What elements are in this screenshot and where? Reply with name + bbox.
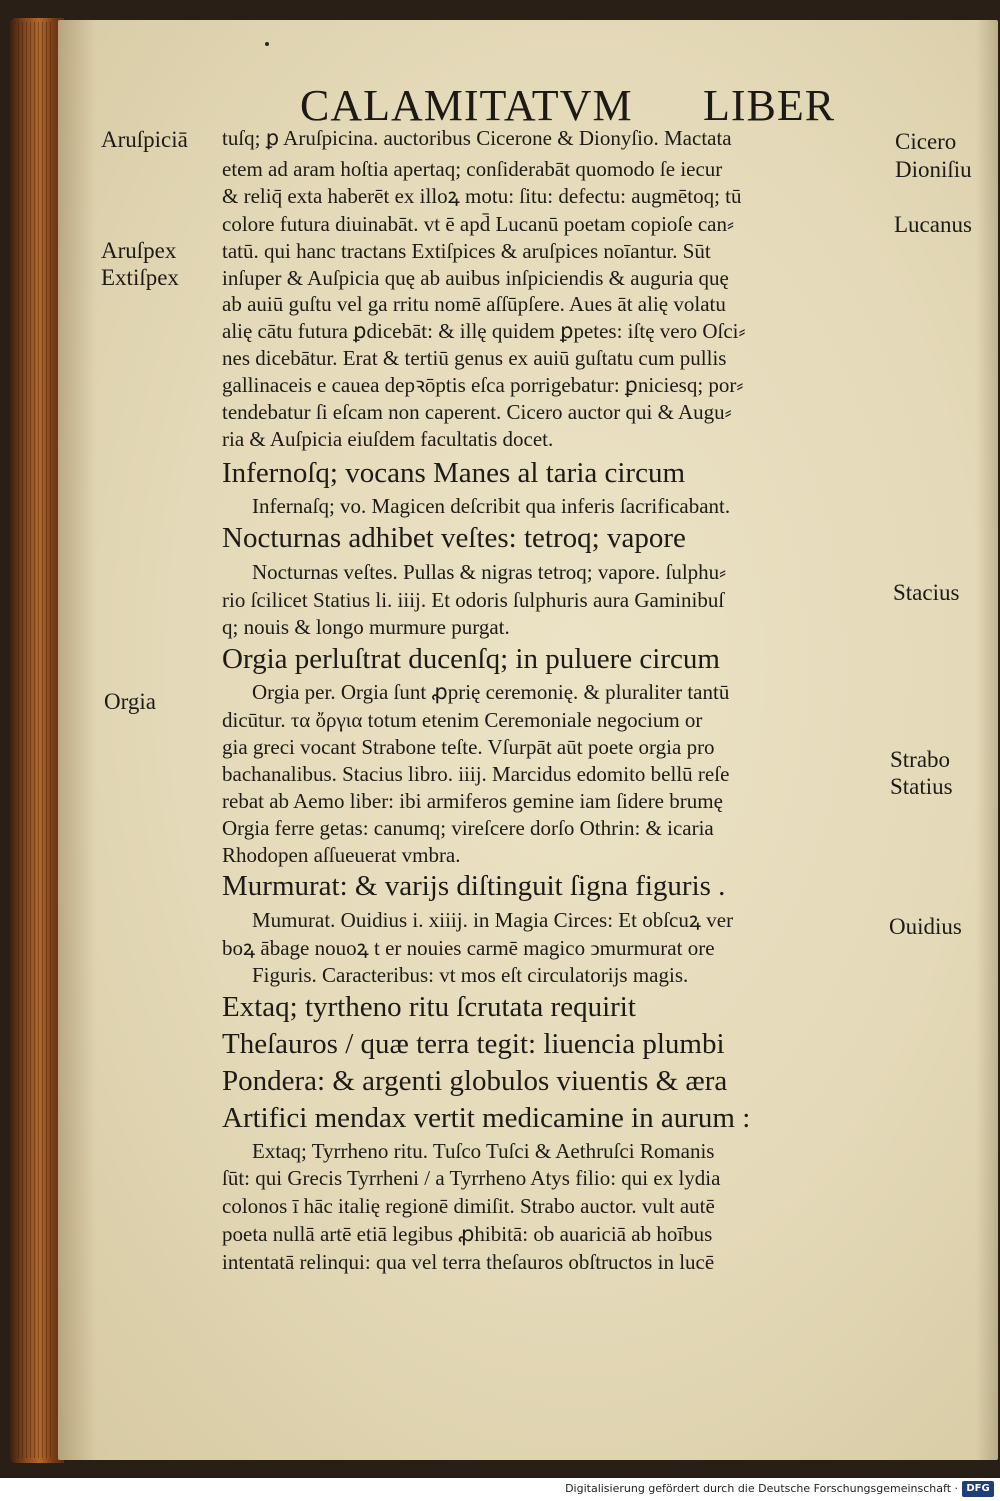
running-header — [240, 80, 860, 130]
page-edges — [18, 22, 54, 1458]
margin-note: Stacius — [893, 580, 960, 605]
verse-line: Orgia perluſtrat ducenſq; in puluere circum — [222, 643, 720, 675]
commentary-line: Extaq; Tyrrheno ritu. Tuſco Tuſci & Aethruſci Romanis — [252, 1139, 715, 1163]
verse-line: Theſauros / quæ terra tegit: liuencia plumbi — [222, 1028, 725, 1060]
text-line: colore futura diuinabāt. vt ē apd̄ Lucanū poetam copioſe can⸗ — [222, 212, 734, 236]
margin-note: Cicero — [895, 129, 957, 154]
margin-note: Dioniſiu — [895, 157, 972, 182]
commentary-line: Figuris. Caracteribus: vt mos eſt circulatorijs magis. — [252, 963, 689, 987]
text-line: tatū. qui hanc tractans Extiſpices & aruſpices noīantur. Sūt — [222, 239, 711, 263]
text-line: tuſq; ꝑ Aruſpicina. auctoribus Cicerone & Dionyſio. Mactata — [222, 126, 732, 150]
verse-line: Murmurat: & varijs diſtinguit ſigna figuris . — [222, 870, 726, 902]
verse-line: Artifici mendax vertit medicamine in aurum : — [222, 1102, 751, 1134]
text-line: ab auiū guſtu vel ga rritu nomē aſſūpſere. Aues āt alię volatu — [222, 292, 726, 316]
text-line: Orgia ferre getas: canumq; vireſcere dorſo Othrin: & icaria — [222, 816, 714, 840]
page-shadow — [976, 20, 998, 1460]
commentary-line: Mumurat. Ouidius i. xiiij. in Magia Circes: Et obſcuꝝ ver — [252, 908, 734, 932]
text-line: inſuper & Auſpicia quę ab auibus inſpiciendis & auguria quę — [222, 266, 729, 290]
text-line: gia greci vocant Strabone teſte. Vſurpāt aūt poete orgia pro — [222, 735, 715, 759]
commentary-line: Nocturnas veſtes. Pullas & nigras tetroq; vapore. ſulphu⸗ — [252, 560, 727, 584]
text-line: boꝝ ābage nouoꝝ t er nouies carmē magico ↄmurmurat ore — [222, 936, 715, 960]
text-line: nes dicebātur. Erat & tertiū genus ex auiū guſtatu cum pullis — [222, 346, 727, 370]
text-line: poeta nullā artē etiā legibus ꝓhibitā: ob auariciā ab hoībus — [222, 1222, 713, 1246]
text-line: & reliq̄ exta haberēt ex illoꝝ motu: ſitu: defectu: augmētoq; tū — [222, 184, 742, 208]
dfg-logo-icon: DFG — [962, 1481, 994, 1497]
text-line: alię cātu futura ꝑdicebāt: & illę quidem ꝑpetes: iſtę vero Oſci⸗ — [222, 319, 746, 343]
text-line: Rhodopen aſſueuerat vmbra. — [222, 843, 461, 867]
verse-line: Pondera: & argenti globulos viuentis & æra — [222, 1065, 728, 1097]
commentary-line: Infernaſq; vo. Magicen deſcribit qua inferis ſacrificabant. — [252, 494, 731, 518]
verse-line: Infernoſq; vocans Manes al taria circum — [222, 457, 686, 489]
text-line: ria & Auſpicia eiuſdem facultatis docet. — [222, 427, 554, 451]
text-line: colonos ī hāc italię regionē dimiſit. Strabo auctor. vult autē — [222, 1194, 715, 1218]
text-line: gallinaceis e cauea depꝛōptis eſca porrigebatur: ꝑniciesq; por⸗ — [222, 373, 744, 397]
verse-line: Nocturnas adhibet veſtes: tetroq; vapore — [222, 522, 686, 554]
margin-note: Orgia — [104, 689, 156, 714]
margin-note: Strabo — [890, 747, 951, 772]
funding-notice: Digitalisierung gefördert durch die Deutsche Forschungsgemeinschaft · — [565, 1482, 958, 1495]
text-line: intentatā relinqui: qua vel terra theſauros obſtructos in lucē — [222, 1250, 715, 1274]
header-left: CALAMITATVM — [300, 81, 633, 130]
text-line: rio ſcilicet Statius li. iiij. Et odoris ſulphuris aura Gaminibuſ — [222, 588, 725, 612]
margin-note: Aruſpex — [101, 238, 177, 263]
footer-bar — [0, 1478, 1000, 1501]
margin-note: Ouidius — [889, 914, 962, 939]
text-line: q; nouis & longo murmure purgat. — [222, 615, 510, 639]
text-line: etem ad aram hoſtia apertaq; conſiderabāt quomodo ſe iecur — [222, 157, 723, 181]
verse-line: Extaq; tyrtheno ritu ſcrutata requirit — [222, 991, 636, 1023]
margin-note: Extiſpex — [101, 265, 179, 290]
text-line: bachanalibus. Stacius libro. iiij. Marcidus edomito bellū reſe — [222, 762, 730, 786]
text-line: rebat ab Aemo liber: ibi armiferos gemine iam ſidere brumę — [222, 789, 723, 813]
margin-note: Statius — [890, 774, 953, 799]
margin-note: Lucanus — [894, 212, 972, 237]
text-line: tendebatur ſi eſcam non caperent. Cicero auctor qui & Augu⸗ — [222, 400, 732, 424]
header-right: LIBER — [703, 81, 836, 130]
commentary-line: Orgia per. Orgia ſunt ꝓprię ceremonię. & pluraliter tantū — [252, 680, 730, 704]
text-line: dicūtur. τα ὄργια totum etenim Ceremoniale negocium or — [222, 708, 703, 732]
text-line: ſūt: qui Grecis Tyrrheni / a Tyrrheno Atys filio: qui ex lydia — [222, 1166, 721, 1190]
margin-note: Aruſpiciā — [101, 127, 188, 152]
ink-dot — [265, 42, 269, 46]
